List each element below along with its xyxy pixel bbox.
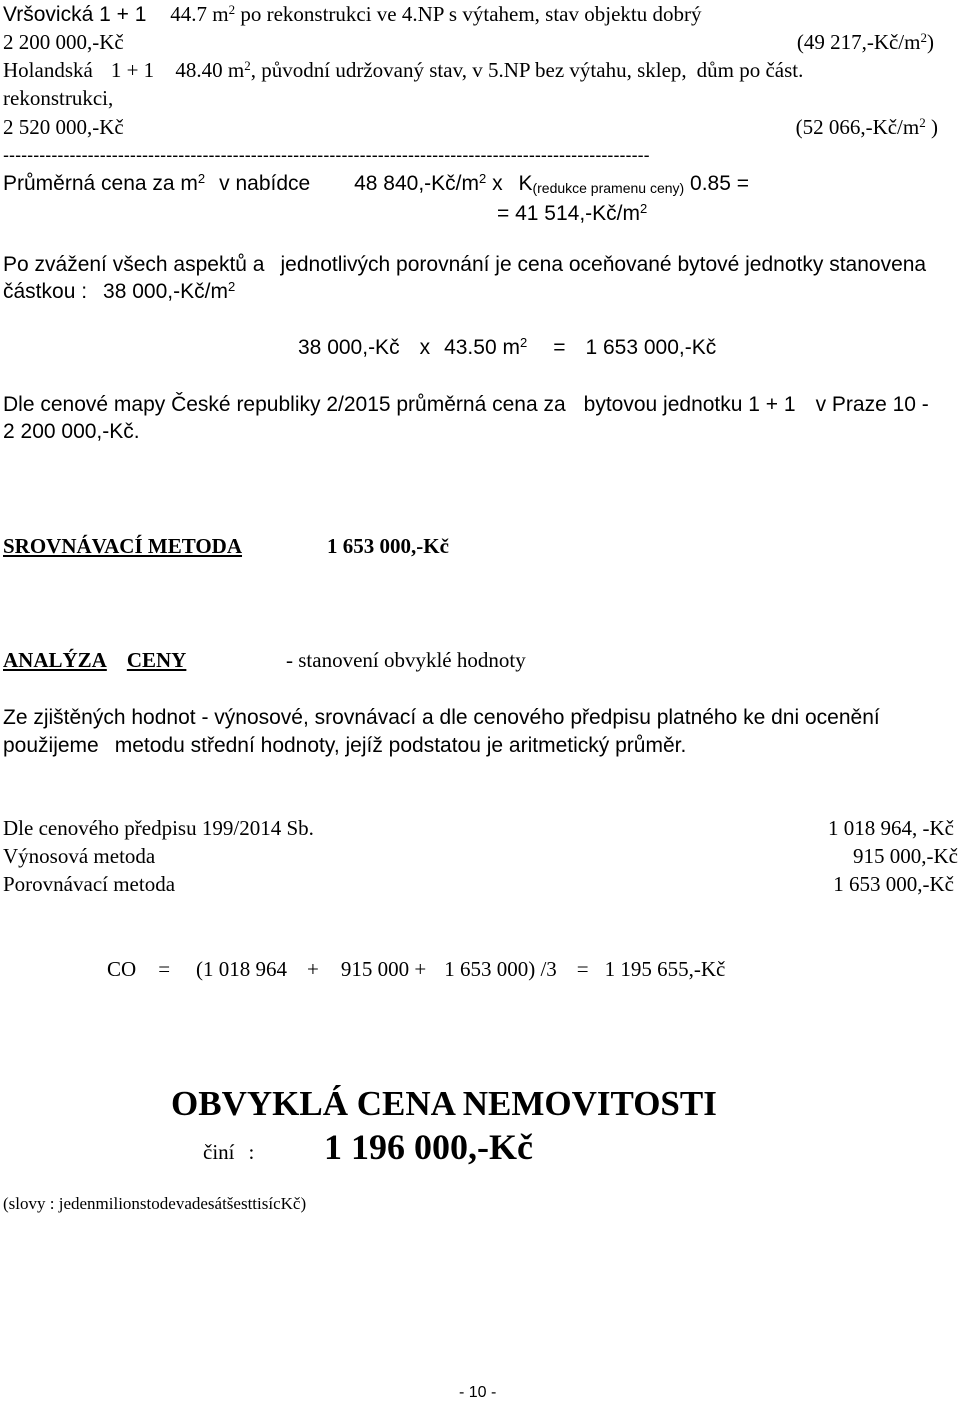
value-label-income: Výnosová metoda <box>3 844 156 868</box>
average-label: Průměrná cena za $m^2$ v nabídce <box>3 170 311 195</box>
comparable-2-name: Holandská 1 + 1 <box>3 58 155 82</box>
average-value: 48 $840,-Kč/m^2$ x <box>354 170 503 195</box>
value-amount-regulation: 1 018 964, -Kč <box>828 816 954 840</box>
comparable-1-desc: 44.7 $m^2$ po rekonstrukci ve 4.NP s výtahem, stav objektu dobrý <box>170 1 702 26</box>
result-label: činí : <box>203 1140 255 1164</box>
comparable-2-price: 2 520 000,-Kč <box>3 115 124 139</box>
comparable-1-price: 2 200 000,-Kč <box>3 30 124 54</box>
analysis-description: - stanovení obvyklé hodnoty <box>286 648 526 672</box>
result-in-words: (slovy : jedenmilionstodevadesátšesttisícKč) <box>3 1194 307 1213</box>
comparable-1-line <box>3 1 702 26</box>
assessment-line-2: částkou : 38 $000,-Kč/m^2$ <box>3 278 236 303</box>
price-map-line-1: Dle cenové mapy České republiky 2/2015 průměrná cena za bytovou jednotku 1 + 1 v Praze 10 - <box>3 393 929 416</box>
method-value: 1 653 000,-Kč <box>327 534 449 558</box>
value-amount-income: 915 000,-Kč <box>853 844 958 868</box>
price-map-line-2: 2 200 000,-Kč. <box>3 420 140 443</box>
comparable-2-desc-cont: rekonstrukci, <box>3 86 114 110</box>
average-result: = 41 $514,-Kč/m^2$ <box>497 200 648 225</box>
assessment-calculation: 38 000,-Kč x 43.50 $m^2 = 1$ 653 000,-Kč <box>298 334 717 359</box>
analysis-paragraph-line-2: použijeme metodu střední hodnoty, jejíž podstatou je aritmetický průměr. <box>3 734 687 757</box>
comparable-2-unit-price: (52 $066,-Kč/m^2$ ) <box>795 114 938 139</box>
analysis-label: ANALÝZA CENY <box>3 648 187 672</box>
value-label-comparison: Porovnávací metoda <box>3 872 176 896</box>
comparable-1-unit-price: (49 $217,-Kč/m^2$) <box>796 29 934 54</box>
result-title: OBVYKLÁ CENA NEMOVITOSTI <box>171 1084 717 1123</box>
assessment-line-1: Po zvážení všech aspektů a jednotlivých porovnání je cena oceňované bytové jednotky stanovena <box>3 253 927 276</box>
method-label: SROVNÁVACÍ METODA <box>3 534 243 558</box>
average-line <box>3 170 750 196</box>
analysis-paragraph-line-1: Ze zjištěných hodnot - výnosové, srovnávací a dle cenového předpisu platného ke dni ocenění <box>3 706 880 729</box>
page-number: - 10 - <box>459 1384 497 1401</box>
reduction-coefficient: $K_{(redukce pramenu ceny)}$ 0.85 = <box>518 172 750 196</box>
comparable-2-line <box>3 57 804 82</box>
comparable-2-desc: 48.40 $m^2$, původní udržovaný stav, v 5.NP bez výtahu, sklep, dům po část. <box>175 57 804 82</box>
dashed-divider: ----------------------------------------------------------------------------------------------------------- <box>3 145 650 165</box>
comparable-1-name: Vršovická 1 + 1 <box>3 3 147 26</box>
result-value: 1 196 000,-Kč <box>324 1127 533 1167</box>
average-formula: CO = (1 018 964 + 915 000 + 1 653 000) /3 = 1 195 655,-Kč <box>107 957 726 981</box>
value-label-regulation: Dle cenového předpisu 199/2014 Sb. <box>3 816 314 840</box>
value-amount-comparison: 1 653 000,-Kč <box>833 872 954 896</box>
